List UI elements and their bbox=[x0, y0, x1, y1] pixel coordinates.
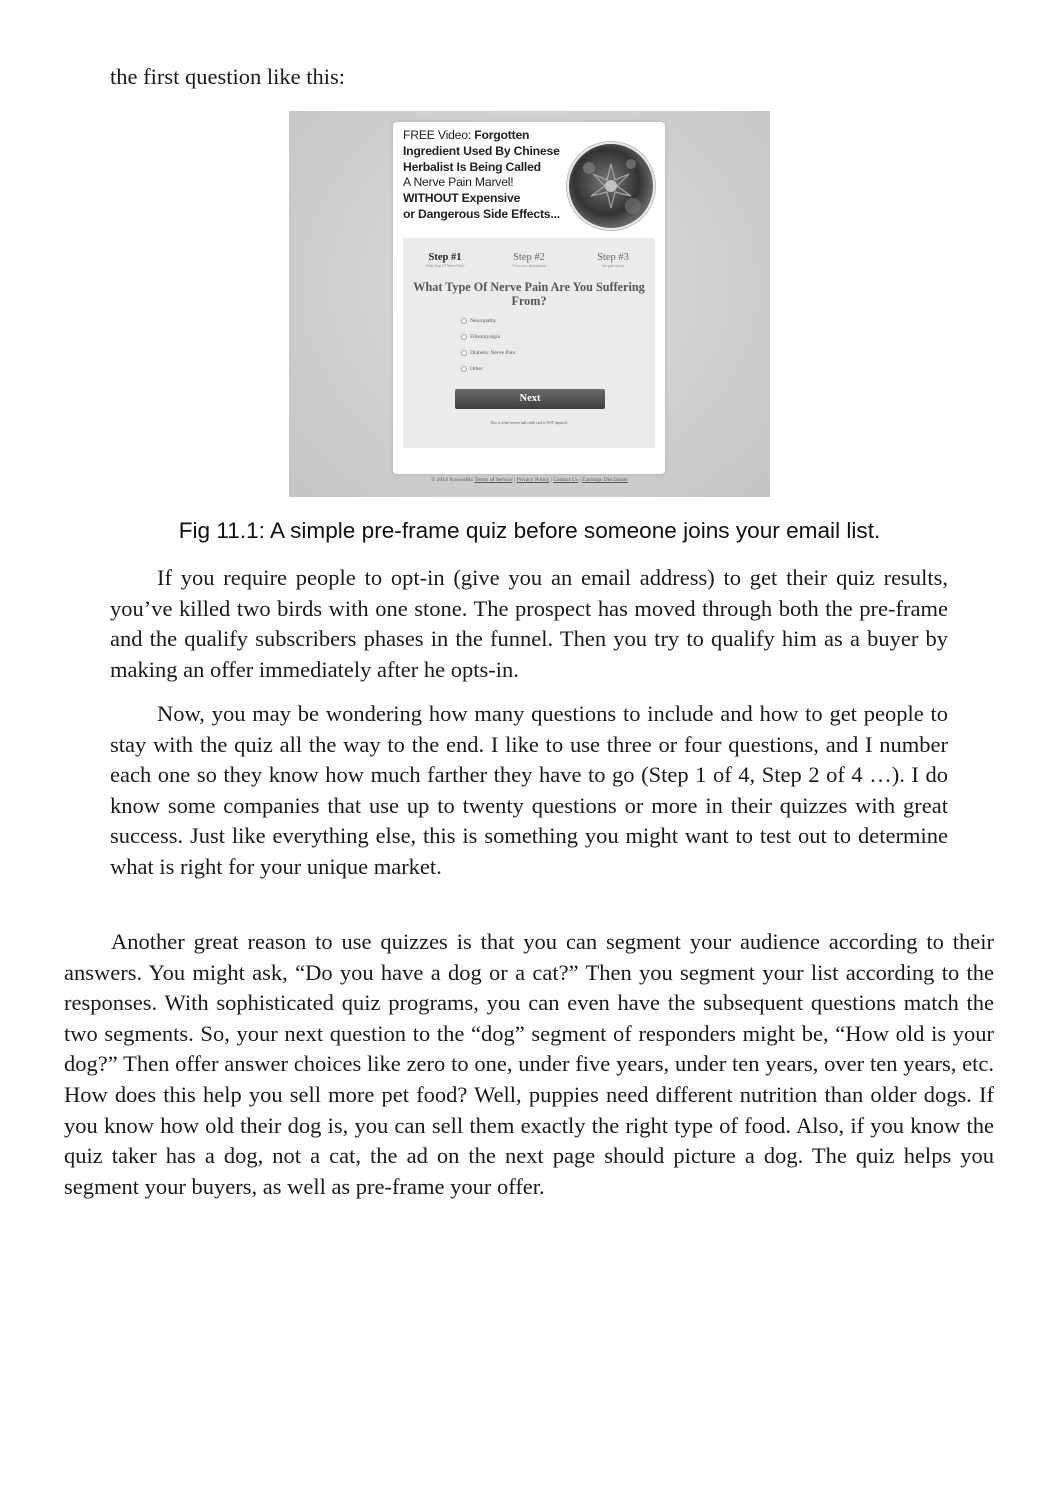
radio-icon[interactable] bbox=[461, 318, 467, 324]
radio-icon[interactable] bbox=[461, 366, 467, 372]
quiz-option[interactable] bbox=[461, 364, 483, 374]
option-label: Other bbox=[470, 366, 483, 372]
lead-text: the first question like this: bbox=[110, 64, 345, 89]
step-3 bbox=[573, 252, 653, 269]
quiz-card bbox=[393, 122, 665, 474]
quiz-screenshot-figure bbox=[289, 111, 770, 497]
footer-link-terms[interactable]: Terms of Service bbox=[474, 477, 513, 483]
footer-copyright: © 2014 ScoveaBiz bbox=[430, 477, 474, 483]
footer-link-contact[interactable]: Contact Us bbox=[553, 477, 579, 483]
headline-line1-b: Forgotten bbox=[474, 128, 530, 142]
quiz-footer bbox=[289, 475, 770, 485]
body-paragraph-2: Now, you may be wondering how many questions to include and how to get people to stay with the quiz all the way to the end. I like to use three or four questions, and I number each one so they know how much farther they have to go (Step 1 of 4, Step 2 of 4 …). I do know some companies that use up to twenty questions or more in their quizzes with great success. Just like everything else, this is something you might want to test out to determine what is right for your unique market. bbox=[110, 701, 948, 879]
body-paragraph-1: If you require people to opt-in (give you an email address) to get their quiz results, you’ve killed two birds with one stone. The prospect has moved through both the pre-frame and the qualify subscribers phases in the funnel. Then you try to qualify him as a buyer by making an offer immediately after he opts-in. bbox=[110, 565, 948, 682]
headline-line4: A Nerve Pain Marvel! bbox=[403, 175, 514, 190]
step-2-sub: Get access information bbox=[512, 264, 546, 268]
quiz-option[interactable] bbox=[461, 316, 496, 326]
step-1 bbox=[405, 252, 485, 269]
next-button[interactable]: Next bbox=[455, 389, 605, 409]
radio-icon[interactable] bbox=[461, 350, 467, 356]
headline-line3: Herbalist Is Being Called bbox=[403, 159, 541, 174]
quiz-option[interactable] bbox=[461, 332, 500, 342]
quiz-disclaimer: This is a free service and credit card is NOT required. bbox=[490, 421, 568, 425]
quiz-option[interactable] bbox=[461, 348, 515, 358]
option-label: Diabetic Nerve Pain bbox=[470, 350, 516, 356]
step-3-title: Step #3 bbox=[597, 252, 629, 263]
step-1-title: Step #1 bbox=[428, 252, 462, 263]
option-label: Fibromyalgia bbox=[470, 334, 501, 340]
headline-line2: Ingredient Used By Chinese bbox=[403, 143, 560, 158]
herb-photo bbox=[567, 142, 655, 230]
step-1-sub: What Type Of Nerve Pain? bbox=[425, 264, 465, 268]
option-label: Neuropathy bbox=[470, 318, 497, 324]
quiz-headline bbox=[403, 128, 575, 223]
step-3-sub: Get pain access bbox=[601, 264, 625, 268]
footer-separator: | bbox=[549, 477, 554, 483]
headline-line1-a: FREE Video: bbox=[403, 128, 475, 142]
step-2-title: Step #2 bbox=[513, 252, 545, 263]
quiz-form bbox=[403, 238, 655, 448]
footer-link-privacy[interactable]: Privacy Policy bbox=[516, 477, 550, 483]
headline-line6: or Dangerous Side Effects... bbox=[403, 206, 560, 221]
footer-separator: | bbox=[512, 477, 517, 483]
footer-separator: | bbox=[578, 477, 583, 483]
step-2 bbox=[489, 252, 569, 269]
radio-icon[interactable] bbox=[461, 334, 467, 340]
figure-caption: Fig 11.1: A simple pre-frame quiz before someone joins your email list. bbox=[178, 518, 881, 543]
quiz-question: What Type Of Nerve Pain Are You Suffering From? bbox=[413, 280, 645, 308]
footer-link-earnings[interactable]: Earnings Disclaimer bbox=[582, 477, 628, 483]
body-paragraph-3: Another great reason to use quizzes is that you can segment your audience according to their answers. You might ask, “Do you have a dog or a cat?” Then you segment your list according to the responses. With sophisticated quiz programs, you can even have the subsequent questions match the two segments. So, your next question to the “dog” segment of responders might be, “How old is your dog?” Then offer answer choices like zero to one, under five years, under ten years, over ten years, etc. How does this help you sell more pet food? Well, puppies need different nutrition than older dogs. If you know how old their dog is, you can sell them exactly the right type of food. Also, if you know the quiz taker has a dog, not a cat, the ad on the next page should picture a dog. The quiz helps you segment your buyers, as well as pre-frame your offer. bbox=[64, 929, 994, 1199]
headline-line5: WITHOUT Expensive bbox=[403, 191, 521, 206]
